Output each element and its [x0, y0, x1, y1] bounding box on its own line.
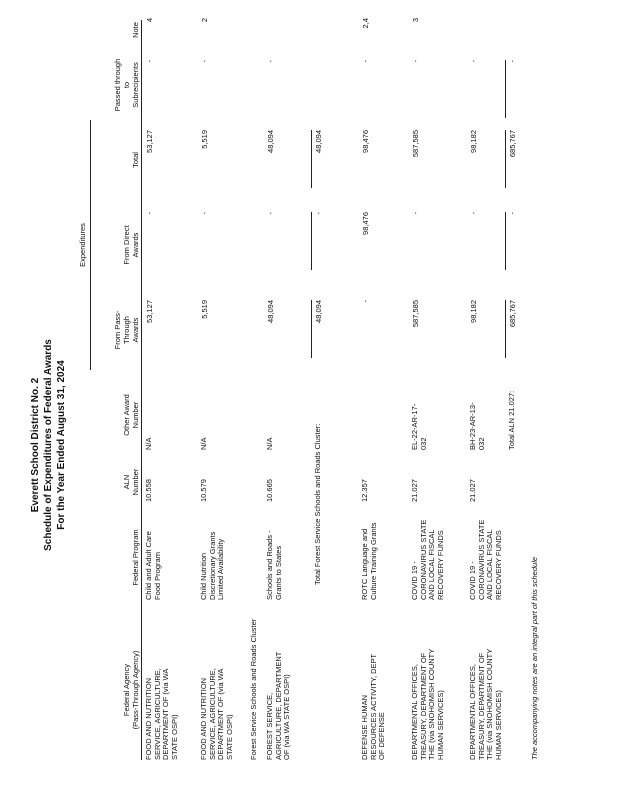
passed-through-header: Passed through to Subrecipients: [113, 58, 140, 112]
direct-cell: 98,476: [361, 212, 370, 235]
program-header: Federal Program: [131, 529, 140, 586]
program-cell: COVID 19 - CORONAVIRUS STATE AND LOCAL FISCAL RECOVERY FUNDS: [468, 519, 503, 600]
expenditures-header: Expenditures: [78, 223, 87, 267]
aln-cell: 10.665: [265, 479, 274, 502]
aln-total-pass-through-rule: [505, 300, 506, 358]
cluster-total-pass-through-rule: [311, 300, 312, 358]
total-cell: 587,585: [411, 130, 420, 158]
period-title: For the Year Ended August 31, 2024: [56, 360, 67, 530]
program-cell: Schools and Roads - Grants to States: [265, 530, 283, 600]
aln-total-passed-rule: [505, 60, 506, 118]
cluster-total-pass-through: 48,094: [314, 300, 323, 323]
direct-cell: -: [469, 212, 478, 215]
note-header: Note: [131, 22, 140, 38]
footnote: The accompanying notes are an integral part of this schedule: [530, 556, 539, 760]
note-cell: 2,4: [361, 18, 370, 29]
aln-total-direct: -: [508, 212, 517, 215]
direct-cell: -: [266, 212, 275, 215]
aln-total-total-rule: [505, 130, 506, 188]
other-award-header: Other Award Number: [122, 394, 140, 436]
direct-header: From Direct Awards: [122, 225, 140, 265]
agency-cell: DEPARTMENTAL OFFICES, TREASURY, DEPARTMENT OF THE (via SNOHOMISH COUNTY HUMAN SERVICES): [468, 648, 503, 760]
aln-cell: 21.027: [468, 479, 477, 502]
aln-total-passed: -: [508, 60, 517, 63]
agency-cell: FOREST SERVICE, AGRICULTURE, DEPARTMENT OF (via WA STATE OSPI): [265, 651, 292, 760]
program-cell: Child and Adult Care Food Program: [144, 531, 162, 600]
note-cell: 4: [145, 18, 154, 23]
passed-cell: -: [361, 60, 370, 63]
other-award-cell: N/A: [199, 437, 208, 450]
pass-through-cell: 5,519: [200, 300, 209, 319]
schedule-sheet: [24, 18, 564, 760]
pass-through-cell: 48,094: [266, 300, 275, 323]
pass-through-cell: 53,127: [145, 300, 154, 323]
pass-through-cell: 587,585: [411, 300, 420, 328]
header-rule: [141, 20, 142, 760]
aln-total-label: Total ALN 21.027:: [507, 390, 516, 450]
cluster-total-total: 48,094: [314, 130, 323, 153]
other-award-cell: EL-22-AR-17- 032: [410, 403, 428, 450]
cluster-label: Forest Service Schools and Roads Cluster: [249, 618, 258, 760]
agency-cell: DEFENSE HUMAN RESOURCES ACTIVITY, DEPT OF DEFENSE: [360, 653, 387, 760]
direct-cell: -: [411, 212, 420, 215]
agency-cell: DEPARTMENTAL OFFICES, TREASURY, DEPARTMENT OF THE (via SNOHOMISH COUNTY HUMAN SERVICES): [410, 648, 445, 760]
passed-cell: -: [145, 60, 154, 63]
other-award-cell: N/A: [265, 437, 274, 450]
total-cell: 53,127: [145, 130, 154, 153]
total-cell: 5,519: [200, 130, 209, 149]
aln-total-pass-through: 685,767: [508, 300, 517, 328]
program-cell: COVID 19 - CORONAVIRUS STATE AND LOCAL FISCAL RECOVERY FUNDS: [410, 519, 445, 600]
passed-cell: -: [411, 60, 420, 63]
aln-total-total: 685,767: [508, 130, 517, 158]
pass-through-cell: 98,182: [469, 300, 478, 323]
other-award-cell: N/A: [144, 437, 153, 450]
district-title: Everett School District No. 2: [30, 377, 41, 513]
total-cell: 98,182: [469, 130, 478, 153]
note-cell: 2: [200, 18, 209, 23]
cluster-total-direct: -: [314, 212, 323, 215]
aln-header: ALN Number: [122, 468, 140, 496]
total-cell: 48,094: [266, 130, 275, 153]
aln-cell: 21.027: [410, 479, 419, 502]
agency-cell: FOOD AND NUTRITION SERVICE, AGRICULTURE, DEPARTMENT OF (via WA STATE OSPI): [144, 668, 179, 760]
aln-cell: 12.357: [360, 479, 369, 502]
cluster-total-label: Total Forest Service Schools and Roads Cluster:: [313, 423, 322, 585]
pass-through-cell: -: [361, 300, 370, 303]
cluster-total-direct-rule: [311, 212, 312, 270]
direct-cell: -: [200, 212, 209, 215]
total-cell: 98,476: [361, 130, 370, 153]
cluster-total-total-rule: [311, 130, 312, 188]
direct-cell: -: [145, 212, 154, 215]
schedule-title: Schedule of Expenditures of Federal Awards: [43, 339, 54, 551]
expenditures-rule: [90, 120, 91, 370]
other-award-cell: BH-23-AR-13- 032: [468, 402, 486, 450]
aln-cell: 10.558: [144, 479, 153, 502]
program-cell: Child Nutrition Discretionary Grants Limited Availability: [199, 531, 226, 600]
passed-cell: -: [200, 60, 209, 63]
pass-through-header: From Pass- Through Awards: [113, 310, 140, 350]
passed-cell: -: [266, 60, 275, 63]
agency-cell: FOOD AND NUTRITION SERVICE, AGRICULTURE, DEPARTMENT OF (via WA STATE OSPI): [199, 668, 234, 760]
total-header: Total: [131, 152, 140, 168]
aln-total-direct-rule: [505, 212, 506, 270]
agency-header: Federal Agency (Pass-Through Agency): [122, 650, 140, 730]
aln-cell: 10.579: [199, 479, 208, 502]
passed-cell: -: [469, 60, 478, 63]
program-cell: ROTC Language and Culture Training Grants: [360, 522, 378, 600]
note-cell: 3: [411, 18, 420, 23]
